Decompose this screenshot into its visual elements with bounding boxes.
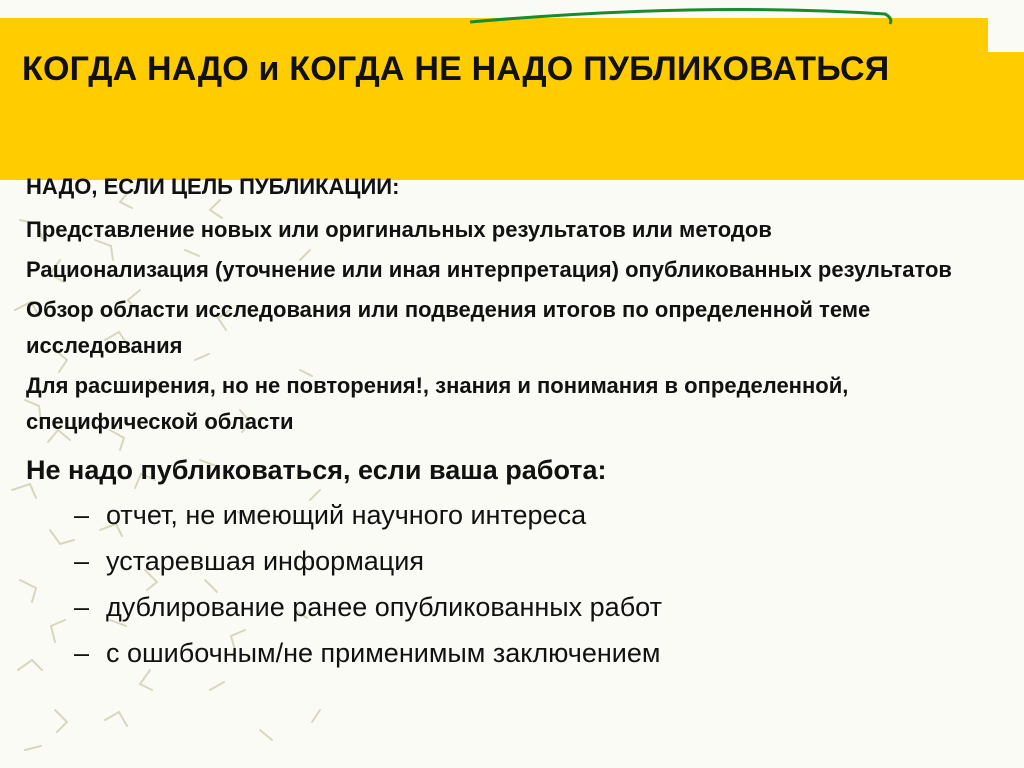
section1-item: Рационализация (уточнение или иная интерпретация) опубликованных результатов (26, 257, 952, 282)
title-band-notch (988, 18, 1024, 52)
list-item (74, 630, 986, 676)
list-item (74, 584, 986, 630)
section1-item: Представление новых или оригинальных результатов или методов (26, 217, 772, 242)
list-item-text: дублирование ранее опубликованных работ (106, 592, 662, 622)
dash-bullet: – (74, 592, 90, 622)
section1-item: Для расширения, но не повторения!, знания и понимания в определенной, специфической области (26, 373, 849, 434)
list-item (74, 538, 986, 584)
list-item-text: с ошибочным/не применимым заключением (106, 638, 661, 668)
dash-bullet: – (74, 500, 90, 530)
section2-heading: Не надо публиковаться, если ваша работа: (26, 455, 607, 485)
dash-bullet: – (74, 638, 90, 668)
section1-item: Обзор области исследования или подведения итогов по определенной теме исследования (26, 297, 871, 358)
section1-heading: НАДО, ЕСЛИ ЦЕЛЬ ПУБЛИКАЦИИ: (26, 174, 400, 199)
list-item (74, 492, 986, 538)
list-item-text: отчет, не имеющий научного интереса (106, 500, 587, 530)
list-item-text: устаревшая информация (106, 546, 424, 576)
dash-bullet: – (74, 546, 90, 576)
title-band (0, 18, 1024, 180)
section2-list (26, 492, 986, 676)
slide-content (26, 172, 986, 676)
slide-title: КОГДА НАДО и КОГДА НЕ НАДО ПУБЛИКОВАТЬСЯ (22, 50, 890, 88)
